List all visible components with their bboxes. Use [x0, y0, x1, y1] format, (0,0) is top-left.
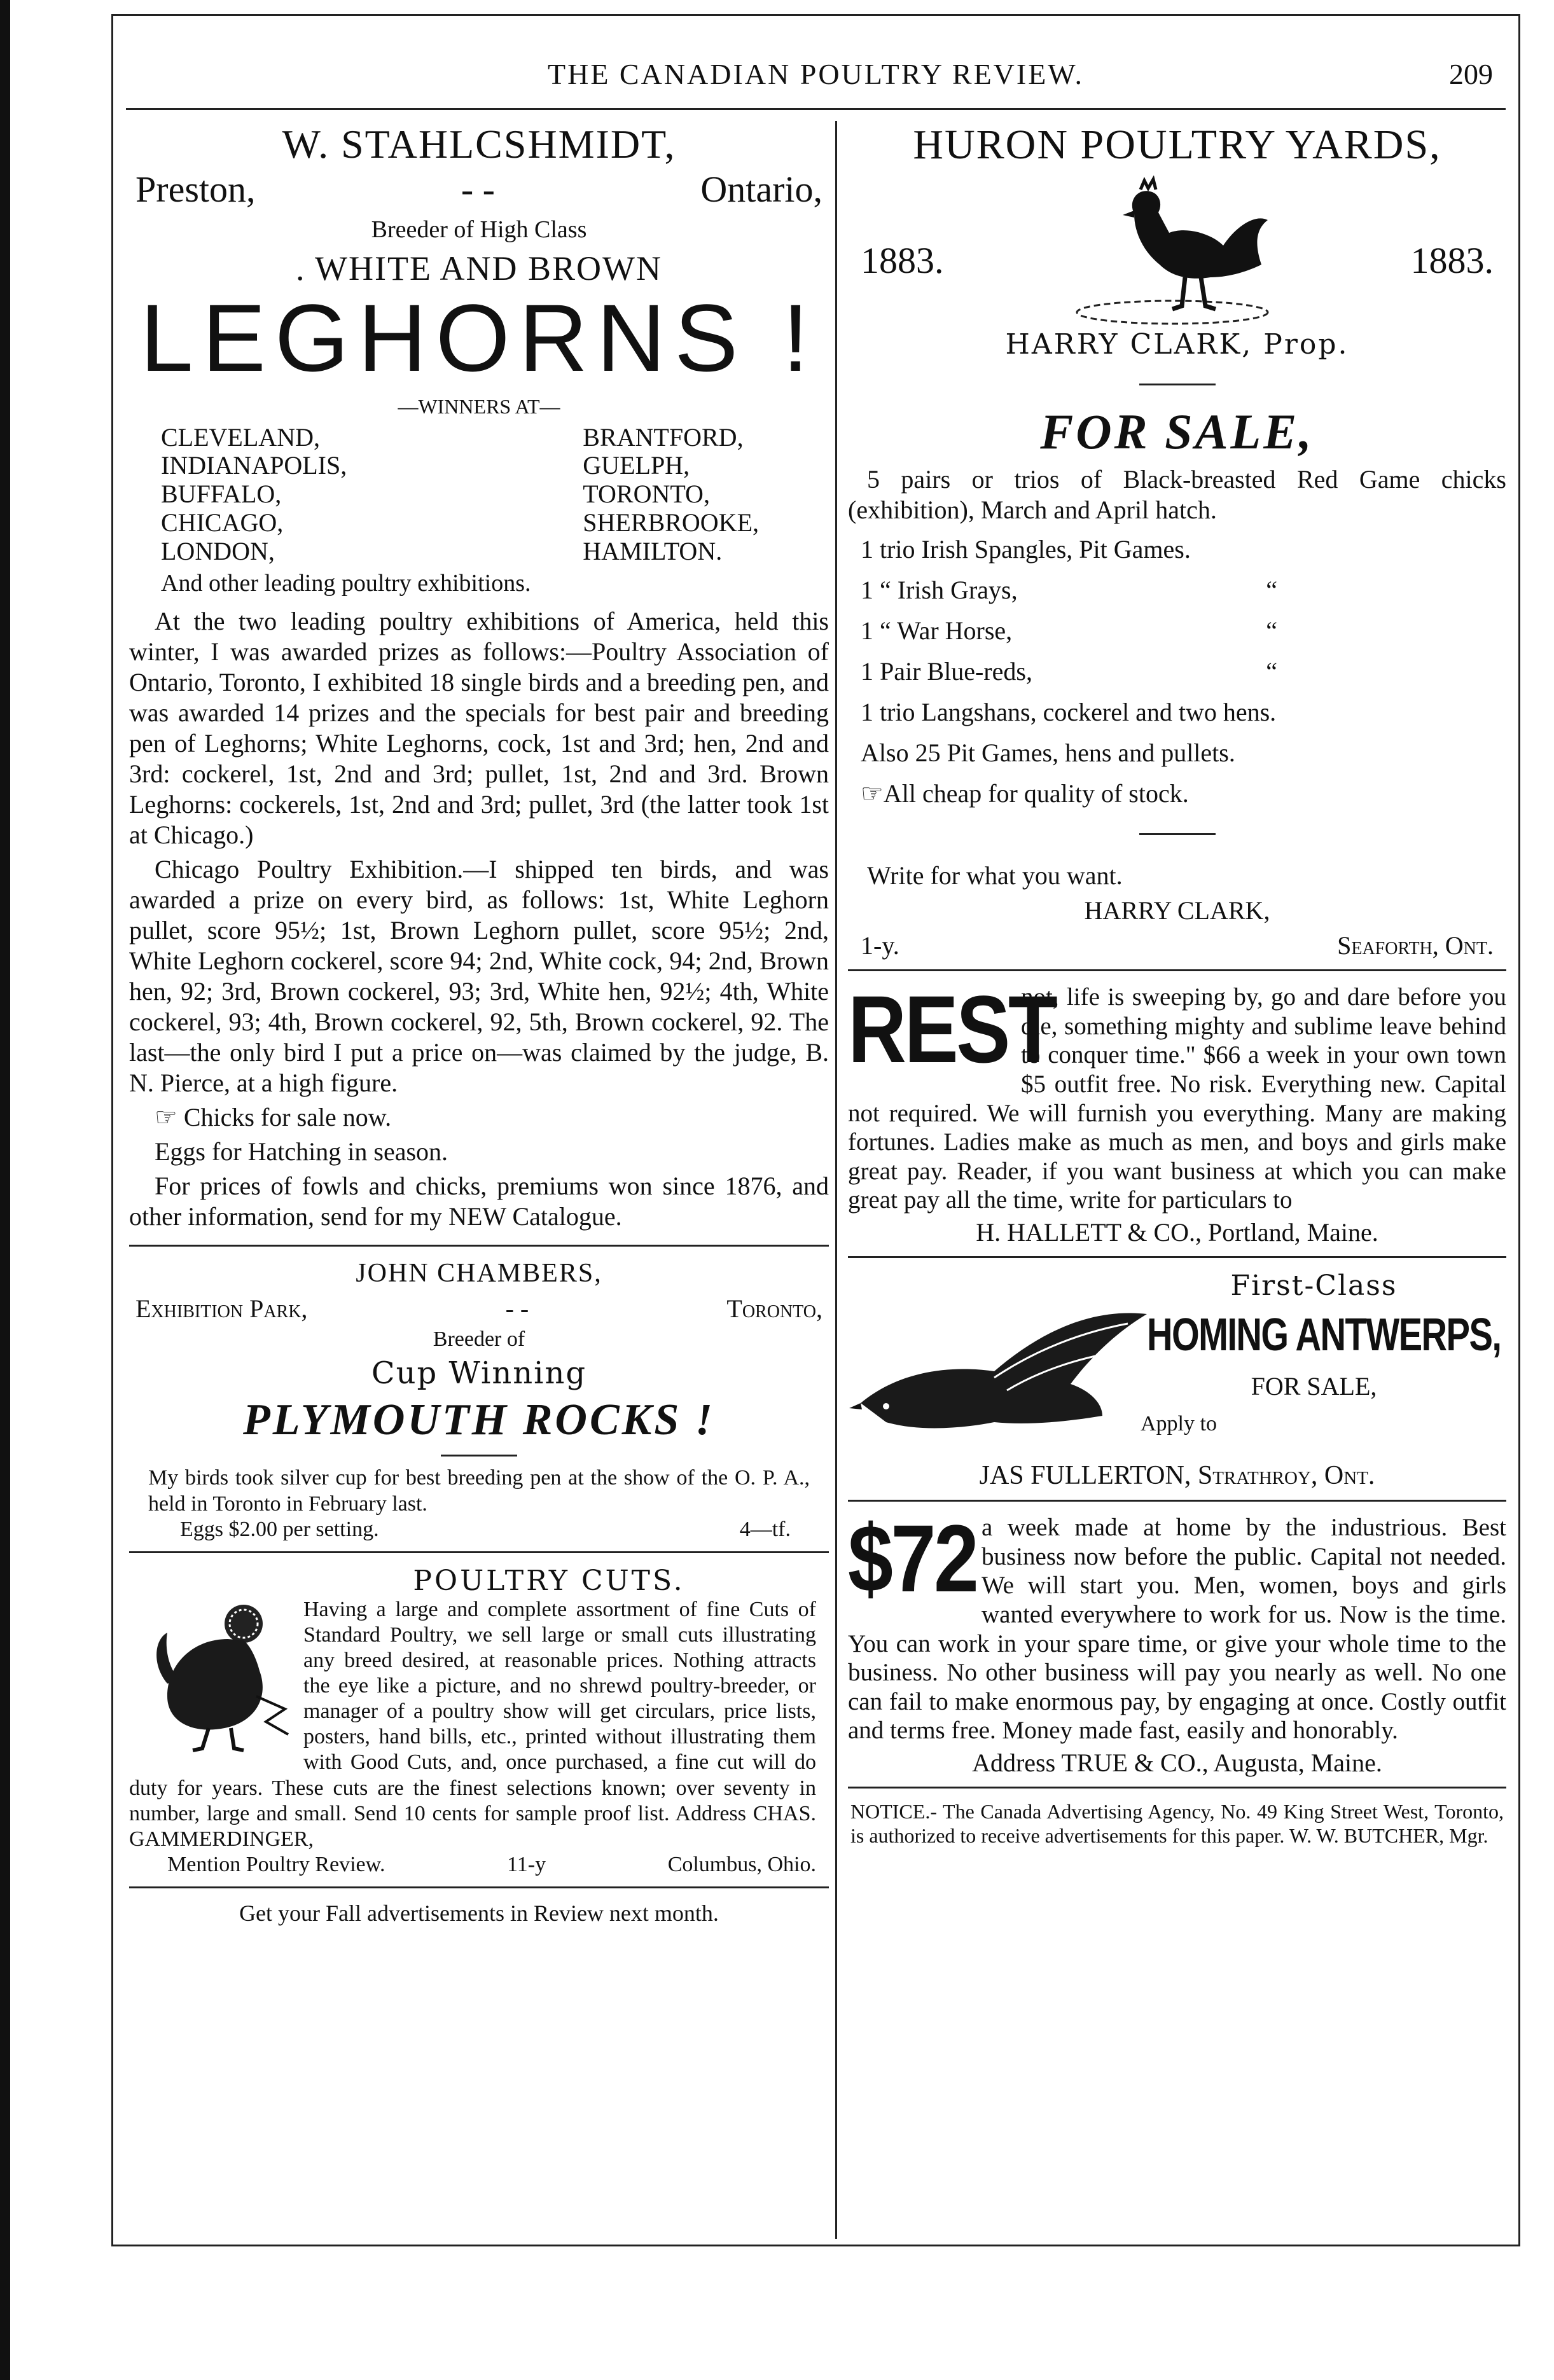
city: BRANTFORD,	[583, 422, 744, 452]
for-sale-heading: FOR SALE,	[1040, 404, 1314, 459]
city: CHICAGO,	[161, 508, 284, 537]
homing-ad	[848, 1270, 1506, 1502]
kinds-line: . WHITE AND BROWN	[296, 249, 662, 287]
proprietor: HARRY CLARK, Prop.	[1005, 328, 1349, 361]
rooster-row	[848, 169, 1506, 328]
notice-text: NOTICE.- The Canada Advertising Agency, No. 49 King Street West, Toronto, is authorized to receive advertisements for this paper. W. W. BUTCHER, Mgr.	[850, 1800, 1504, 1847]
ad-place: Columbus, Ohio.	[667, 1852, 816, 1876]
page-number: 209	[1449, 58, 1493, 90]
cuts-footer	[129, 1852, 829, 1878]
location-dashes: - -	[461, 169, 495, 210]
advertiser-name: HURON POULTRY YARDS,	[913, 121, 1441, 168]
signer: HARRY CLARK,	[1084, 896, 1270, 925]
rooster-icon	[1064, 176, 1280, 328]
rest-body	[848, 976, 1506, 1215]
ad-place: Seaforth, Ont.	[1337, 931, 1494, 960]
year-right: 1883.	[1410, 240, 1494, 281]
cuts-ad	[129, 1565, 829, 1888]
location-city: Toronto,	[726, 1294, 822, 1324]
ad-text: a week made at home by the industrious. Best business now before the public. Capital not needed. We will start you. Men, women, boys and girls wanted everywhere to work for us. Now is the time. You can work in your spare time, or give your whole time to the business. No other business will pay you nearly as well. No one can fail to make enormous pay, by engaging at once. Costly outfit and terms free. Money made fast, easily and honorably.	[848, 1514, 1506, 1745]
advertiser-name: W. STAHLCSHMIDT,	[282, 121, 676, 167]
header-rule	[126, 108, 1506, 110]
breed-heading: LEGHORNS !	[140, 284, 818, 391]
eggs-note: Eggs for Hatching in season.	[155, 1137, 448, 1166]
fall-notice: Get your Fall advertisements in Review next month.	[239, 1900, 719, 1927]
rooster-cut-icon	[148, 1601, 295, 1754]
ad-text: My birds took silver cup for best breeding pen at the show of the O. P. A., held in Toronto in February last.	[148, 1466, 810, 1516]
apply-line: Apply to	[1141, 1412, 1217, 1436]
s72-ad	[848, 1505, 1506, 1788]
cheap-note	[861, 773, 1506, 814]
homing-body	[848, 1270, 1506, 1460]
city: SHERBROOKE,	[583, 508, 759, 537]
write-line: Write for what you want.	[867, 861, 1123, 890]
stock-item	[861, 611, 1506, 651]
page-spine	[0, 0, 10, 2380]
ditto-mark: “	[1266, 576, 1277, 604]
cities-list	[129, 419, 829, 566]
location-line	[129, 168, 829, 211]
ad-code: 4—tf.	[739, 1517, 791, 1541]
stock-item-text: 1 trio Irish Spangles, Pit Games.	[861, 535, 1191, 564]
breed-heading: PLYMOUTH ROCKS !	[242, 1395, 716, 1445]
egg-price: Eggs $2.00 per setting.	[180, 1517, 379, 1541]
other-exhibitions: And other leading poultry exhibitions.	[161, 570, 531, 597]
city: LONDON,	[161, 536, 275, 565]
column-divider	[835, 121, 837, 2239]
eggs-line	[129, 1517, 829, 1542]
s72-drop-word: $72	[848, 1505, 977, 1612]
short-rule	[1139, 833, 1216, 835]
city: TORONTO,	[583, 480, 710, 509]
pointing-hand-icon: ☞	[155, 1103, 177, 1132]
paragraph: Chicago Poultry Exhibition.—I shipped ten birds, and was awarded a prize on every bird, as follows: 1st, White Leghorn pullet, score 95½; 1st, Brown Leghorn pullet, score 95½; 2nd, White Leghorn cockerel, score 94; 2nd, White cock, 94; 2nd, Brown hen, 92; 3rd, Brown cockerel, 93; 3rd, White hen, 92½; 4th, White cockerel, 93; 4th, Brown cockerel, 92, 5th, Brown cockerel, 92. The last—the only bird I put a price on—was claimed by the judge, B. N. Pierce, at a high figure.	[129, 855, 829, 1098]
chambers-ad	[129, 1258, 829, 1553]
cuts-body	[129, 1597, 829, 1878]
cup-winning: Cup Winning	[371, 1355, 587, 1392]
cities-left	[161, 424, 347, 566]
breeder-line: Breeder of	[433, 1327, 525, 1352]
pointing-hand-icon: ☞	[861, 779, 884, 808]
s72-body	[848, 1505, 1506, 1745]
advertiser-name: JOHN CHAMBERS,	[356, 1259, 602, 1289]
stock-item	[861, 570, 1506, 611]
first-class: First-Class	[1230, 1270, 1398, 1302]
city: BUFFALO,	[161, 480, 282, 509]
location-park: Exhibition Park,	[135, 1294, 308, 1324]
chicks-note	[129, 1102, 829, 1133]
stahl-ad	[129, 121, 829, 1247]
city: CLEVELAND,	[161, 422, 320, 452]
stock-item	[861, 692, 1506, 733]
ad-text: not, life is sweeping by, go and dare before you die, something mighty and sublime leave behind to conquer time." $66 a week in your own town $5 outfit free. No risk. Everything new. Capital not required. We will furnish you everything. Many are making fortunes. Ladies make as much as men, and boys and girls make great pay. Reader, if you want business at which you can make great pay all the time, write for particulars to	[848, 983, 1506, 1214]
ditto-mark: “	[1266, 657, 1277, 686]
stock-item	[861, 529, 1506, 570]
location-dashes: - -	[505, 1294, 529, 1324]
city: GUELPH,	[583, 451, 690, 480]
paragraph: For prices of fowls and chicks, premiums won since 1876, and other information, send for my NEW Catalogue.	[129, 1172, 829, 1231]
huron-ad	[848, 121, 1506, 971]
page-header	[113, 51, 1518, 108]
location-province: Ontario,	[700, 169, 822, 210]
stock-item	[861, 651, 1506, 692]
stock-item-text: 1 “ Irish Grays,	[861, 576, 1018, 604]
journal-title: THE CANADIAN POULTRY REVIEW.	[548, 58, 1084, 90]
stock-item-text: 1 trio Langshans, cockerel and two hens.	[861, 698, 1277, 726]
ad-heading: POULTRY CUTS.	[413, 1564, 685, 1597]
winners-heading: —WINNERS AT—	[398, 394, 560, 418]
city: INDIANAPOLIS,	[161, 451, 347, 480]
homing-heading: HOMING ANTWERPS,	[1147, 1310, 1501, 1360]
city: HAMILTON.	[583, 536, 723, 565]
year-left: 1883.	[861, 240, 944, 281]
stock-item	[861, 733, 1506, 773]
pigeon-icon	[848, 1295, 1153, 1448]
ad-code: 11-y	[507, 1852, 546, 1876]
stock-item-text: 1 Pair Blue-reds,	[861, 657, 1032, 686]
ad-signature: JAS FULLERTON, Strathroy, Ont.	[979, 1461, 1375, 1490]
breeder-line: Breeder of High Class	[371, 216, 587, 243]
paragraph: At the two leading poultry exhibitions of America, held this winter, I was awarded prizes as follows:—Poultry Association of Ontario, Toronto, I exhibited 18 single birds and a breeding pen, and was awarded 14 prizes and the specials for best pair and breeding pen of Leghorns; White Leghorns, cock, 1st and 3rd; hen, 2nd and 3rd: cockerel, 1st, 2nd and 3rd; pullet, 1st, 2nd and 3rd. Brown Leghorns: cockerels, 1st, 2nd and 3rd; pullet, 3rd (the latter took 1st at Chicago.)	[129, 607, 829, 850]
stock-item-text: 1 “ War Horse,	[861, 616, 1013, 645]
location-town: Preston,	[135, 169, 256, 210]
stock-list	[848, 529, 1506, 814]
for-sale: FOR SALE,	[1251, 1372, 1377, 1401]
short-rule	[1139, 384, 1216, 385]
right-column	[848, 121, 1506, 1848]
ad-text: Having a large and complete assortment of fine Cuts of Standard Poultry, we sell large or small cuts illustrating any breed desired, at reasonable prices. Nothing attracts the eye like a picture, and no shrewd poultry-breeder, or manager of a poultry show will get circulars, price lists, posters, hand bills, etc., printed without illustrating them with Good Cuts, and, once purchased, a fine cut will do duty for years. These cuts are the finest selections known; over seventy in number, large and small. Send 10 cents for sample proof list. Address CHAS. GAMMERDINGER,	[129, 1597, 816, 1851]
stock-item-text: Also 25 Pit Games, hens and pullets.	[861, 738, 1235, 767]
mention-note: Mention Poultry Review.	[167, 1852, 385, 1876]
ad-signature: Address TRUE & CO., Augusta, Maine.	[972, 1748, 1382, 1777]
page-frame	[111, 14, 1520, 2246]
rest-drop-word: REST	[848, 976, 1056, 1083]
ad-signature: H. HALLETT & CO., Portland, Maine.	[976, 1218, 1378, 1247]
intro-text: 5 pairs or trios of Black-breasted Red Game chicks (exhibition), March and April hatch.	[848, 465, 1506, 524]
cities-right	[583, 424, 759, 566]
rest-ad	[848, 976, 1506, 1258]
ad-code: 1-y.	[861, 931, 899, 960]
signature-line	[848, 925, 1506, 960]
ditto-mark: “	[1266, 616, 1277, 645]
location-line	[129, 1289, 829, 1324]
chicks-text: Chicks for sale now.	[183, 1103, 392, 1132]
left-column	[129, 121, 829, 1927]
short-rule	[441, 1455, 517, 1456]
cheap-text: All cheap for quality of stock.	[883, 779, 1189, 808]
